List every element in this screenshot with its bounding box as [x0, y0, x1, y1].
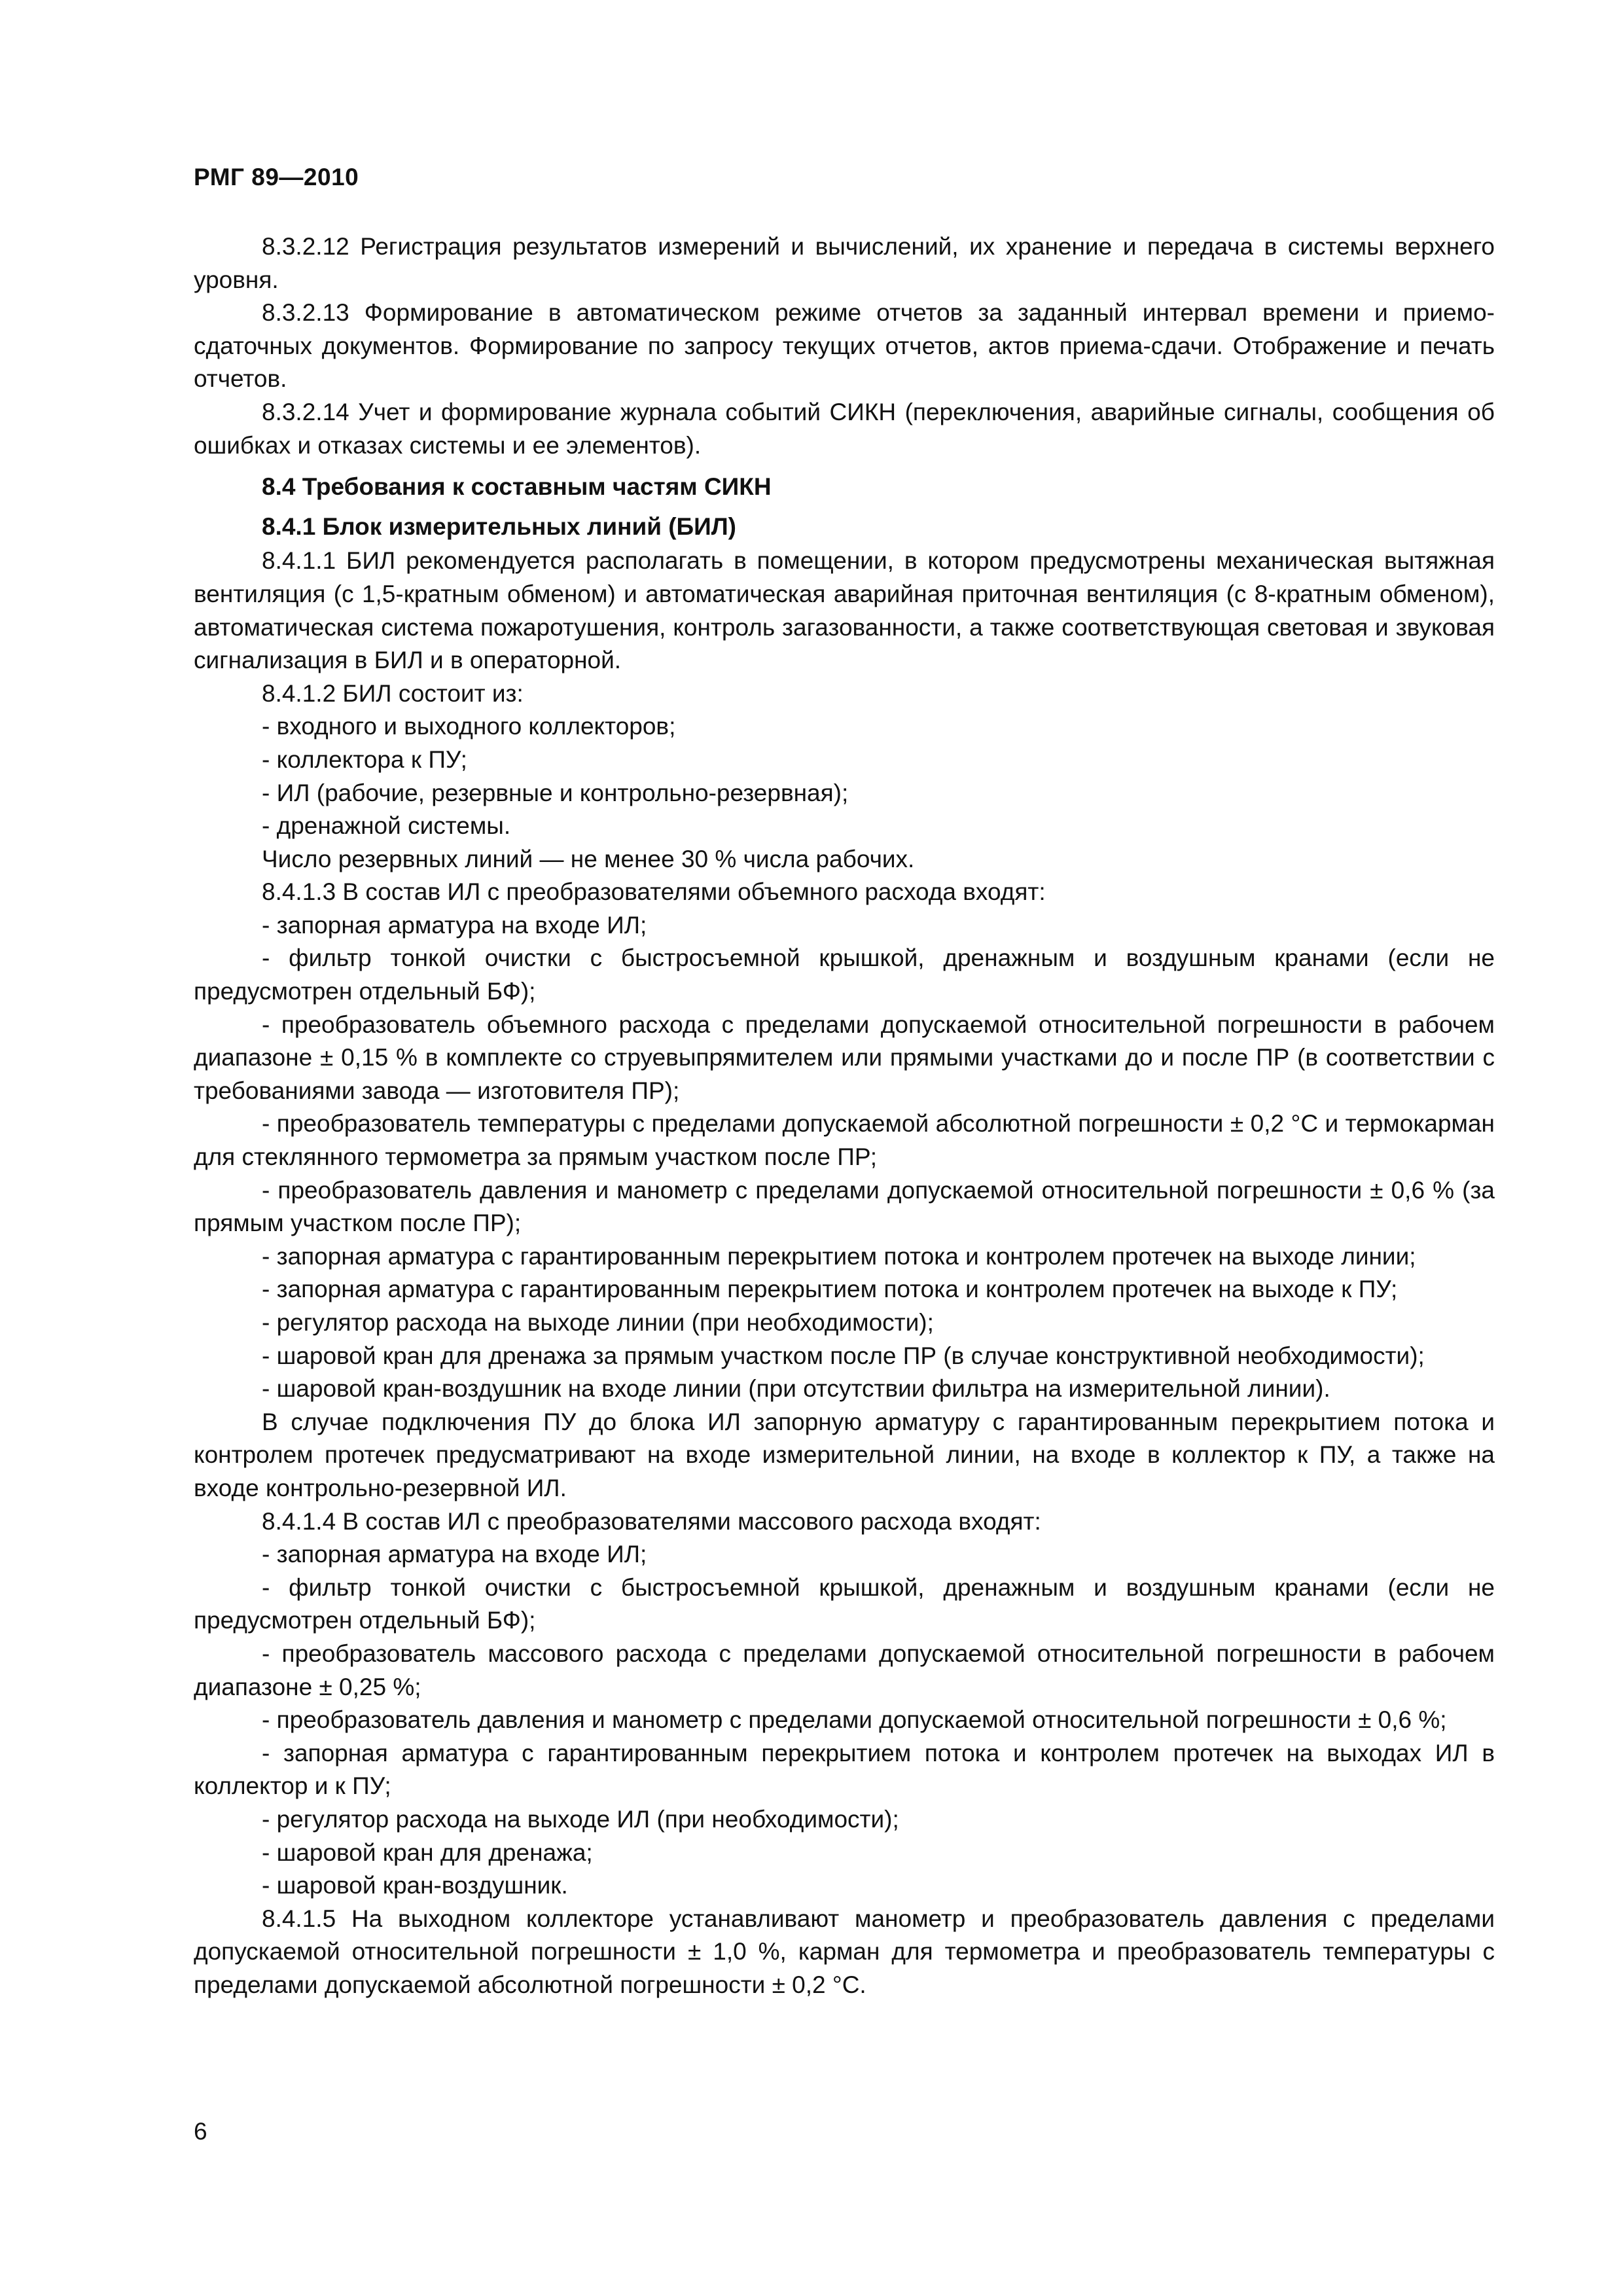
list-item: - ИЛ (рабочие, резервные и контрольно-резервная); [262, 779, 849, 806]
document-body [194, 230, 1495, 2001]
paragraph-8-4-1-3: 8.4.1.3 В состав ИЛ с преобразователями объемного расхода входят: [262, 878, 1046, 906]
list-item: - преобразователь давления и манометр с пределами допускаемой относительной погрешности ± 0,6 % (за прямым участком после ПР); [194, 1176, 1495, 1237]
subsection-heading-8-4-1: 8.4.1 Блок измерительных линий (БИЛ) [262, 512, 737, 540]
paragraph-8-3-2-14: 8.3.2.14 Учет и формирование журнала событий СИКН (переключения, аварийные сигналы, сообщения об ошибках и отказах системы и ее элементов). [194, 398, 1495, 459]
list-item: - регулятор расхода на выходе линии (при необходимости); [262, 1309, 934, 1336]
list-item: - преобразователь объемного расхода с пределами допускаемой относительной погрешности в рабочем диапазоне ± 0,15 % в комплекте со струевыпрямителем или прямыми участками до и после ПР (в соответствии с требованиями завода — изготовителя ПР); [194, 1011, 1495, 1104]
list-item: - запорная арматура на входе ИЛ; [262, 1541, 647, 1568]
list-item: - запорная арматура с гарантированным перекрытием потока и контролем протечек на выходах ИЛ в коллектор и к ПУ; [194, 1739, 1495, 1800]
paragraph-8-4-1-1: 8.4.1.1 БИЛ рекомендуется располагать в помещении, в котором предусмотрены механическая вытяжная вентиляция (с 1,5-кратным обменом) и автоматическая аварийная приточная вентиляция (с 8-кратным обменом), автоматическая система пожаротушения, контроль загазованности, а также соответствующая световая и звуковая сигнализация в БИЛ и в операторной. [194, 547, 1495, 674]
list-item: - шаровой кран для дренажа за прямым участком после ПР (в случае конструктивной необходимости); [262, 1342, 1425, 1369]
paragraph-8-4-1-4: 8.4.1.4 В состав ИЛ с преобразователями массового расхода входят: [262, 1507, 1041, 1535]
list-item: - шаровой кран-воздушник. [262, 1872, 568, 1899]
paragraph-8-3-2-12: 8.3.2.12 Регистрация результатов измерений и вычислений, их хранение и передача в системы верхнего уровня. [194, 233, 1495, 293]
list-item: - регулятор расхода на выходе ИЛ (при необходимости); [262, 1805, 899, 1833]
list-item: - запорная арматура с гарантированным перекрытием потока и контролем протечек на выходе линии; [262, 1242, 1416, 1270]
section-heading-8-4: 8.4 Требования к составным частям СИКН [262, 473, 772, 501]
page-number: 6 [194, 2118, 207, 2145]
list-item: - входного и выходного коллекторов; [262, 713, 676, 740]
list-item: - шаровой кран-воздушник на входе линии (при отсутствии фильтра на измерительной линии). [262, 1375, 1330, 1403]
paragraph-8-4-1-2: 8.4.1.2 БИЛ состоит из: [262, 679, 524, 707]
list-item: - коллектора к ПУ; [262, 745, 467, 773]
paragraph-pu-connection: В случае подключения ПУ до блока ИЛ запорную арматуру с гарантированным перекрытием потока и контролем протечек предусматривают на входе измерительной линии, на входе в коллектор к ПУ, а также на входе контрольно-резервной ИЛ. [194, 1408, 1495, 1501]
document-code-header: РМГ 89—2010 [194, 164, 359, 190]
list-item: - запорная арматура с гарантированным перекрытием потока и контролем протечек на выходе к ПУ; [262, 1276, 1398, 1303]
list-item: - дренажной системы. [262, 812, 511, 840]
list-item: - преобразователь давления и манометр с пределами допускаемой относительной погрешности ± 0,6 %; [262, 1706, 1447, 1734]
list-item: - фильтр тонкой очистки с быстросъемной крышкой, дренажным и воздушным кранами (если не предусмотрен отдельный БФ); [194, 1573, 1495, 1634]
list-item: - преобразователь массового расхода с пределами допускаемой относительной погрешности в рабочем диапазоне ± 0,25 %; [194, 1640, 1495, 1700]
list-item: - преобразователь температуры с пределами допускаемой абсолютной погрешности ± 0,2 °С и термокарман для стеклянного термометра за прямым участком после ПР; [194, 1110, 1495, 1171]
list-item: - запорная арматура на входе ИЛ; [262, 911, 647, 939]
paragraph-8-4-1-5: 8.4.1.5 На выходном коллекторе устанавливают манометр и преобразователь давления с пределами допускаемой относительной погрешности ± 1,0 %, карман для термометра и преобразователь температуры с пределами допускаемой абсолютной погрешности ± 0,2 °С. [194, 1905, 1495, 1998]
paragraph-8-3-2-13: 8.3.2.13 Формирование в автоматическом режиме отчетов за заданный интервал времени и приемо-сдаточных документов. Формирование по запросу текущих отчетов, актов приема-сдачи. Отображение и печать отчетов. [194, 299, 1495, 393]
list-item: - шаровой кран для дренажа; [262, 1839, 593, 1866]
paragraph-reserve-lines: Число резервных линий — не менее 30 % числа рабочих. [262, 845, 915, 872]
list-item: - фильтр тонкой очистки с быстросъемной крышкой, дренажным и воздушным кранами (если не предусмотрен отдельный БФ); [194, 944, 1495, 1005]
